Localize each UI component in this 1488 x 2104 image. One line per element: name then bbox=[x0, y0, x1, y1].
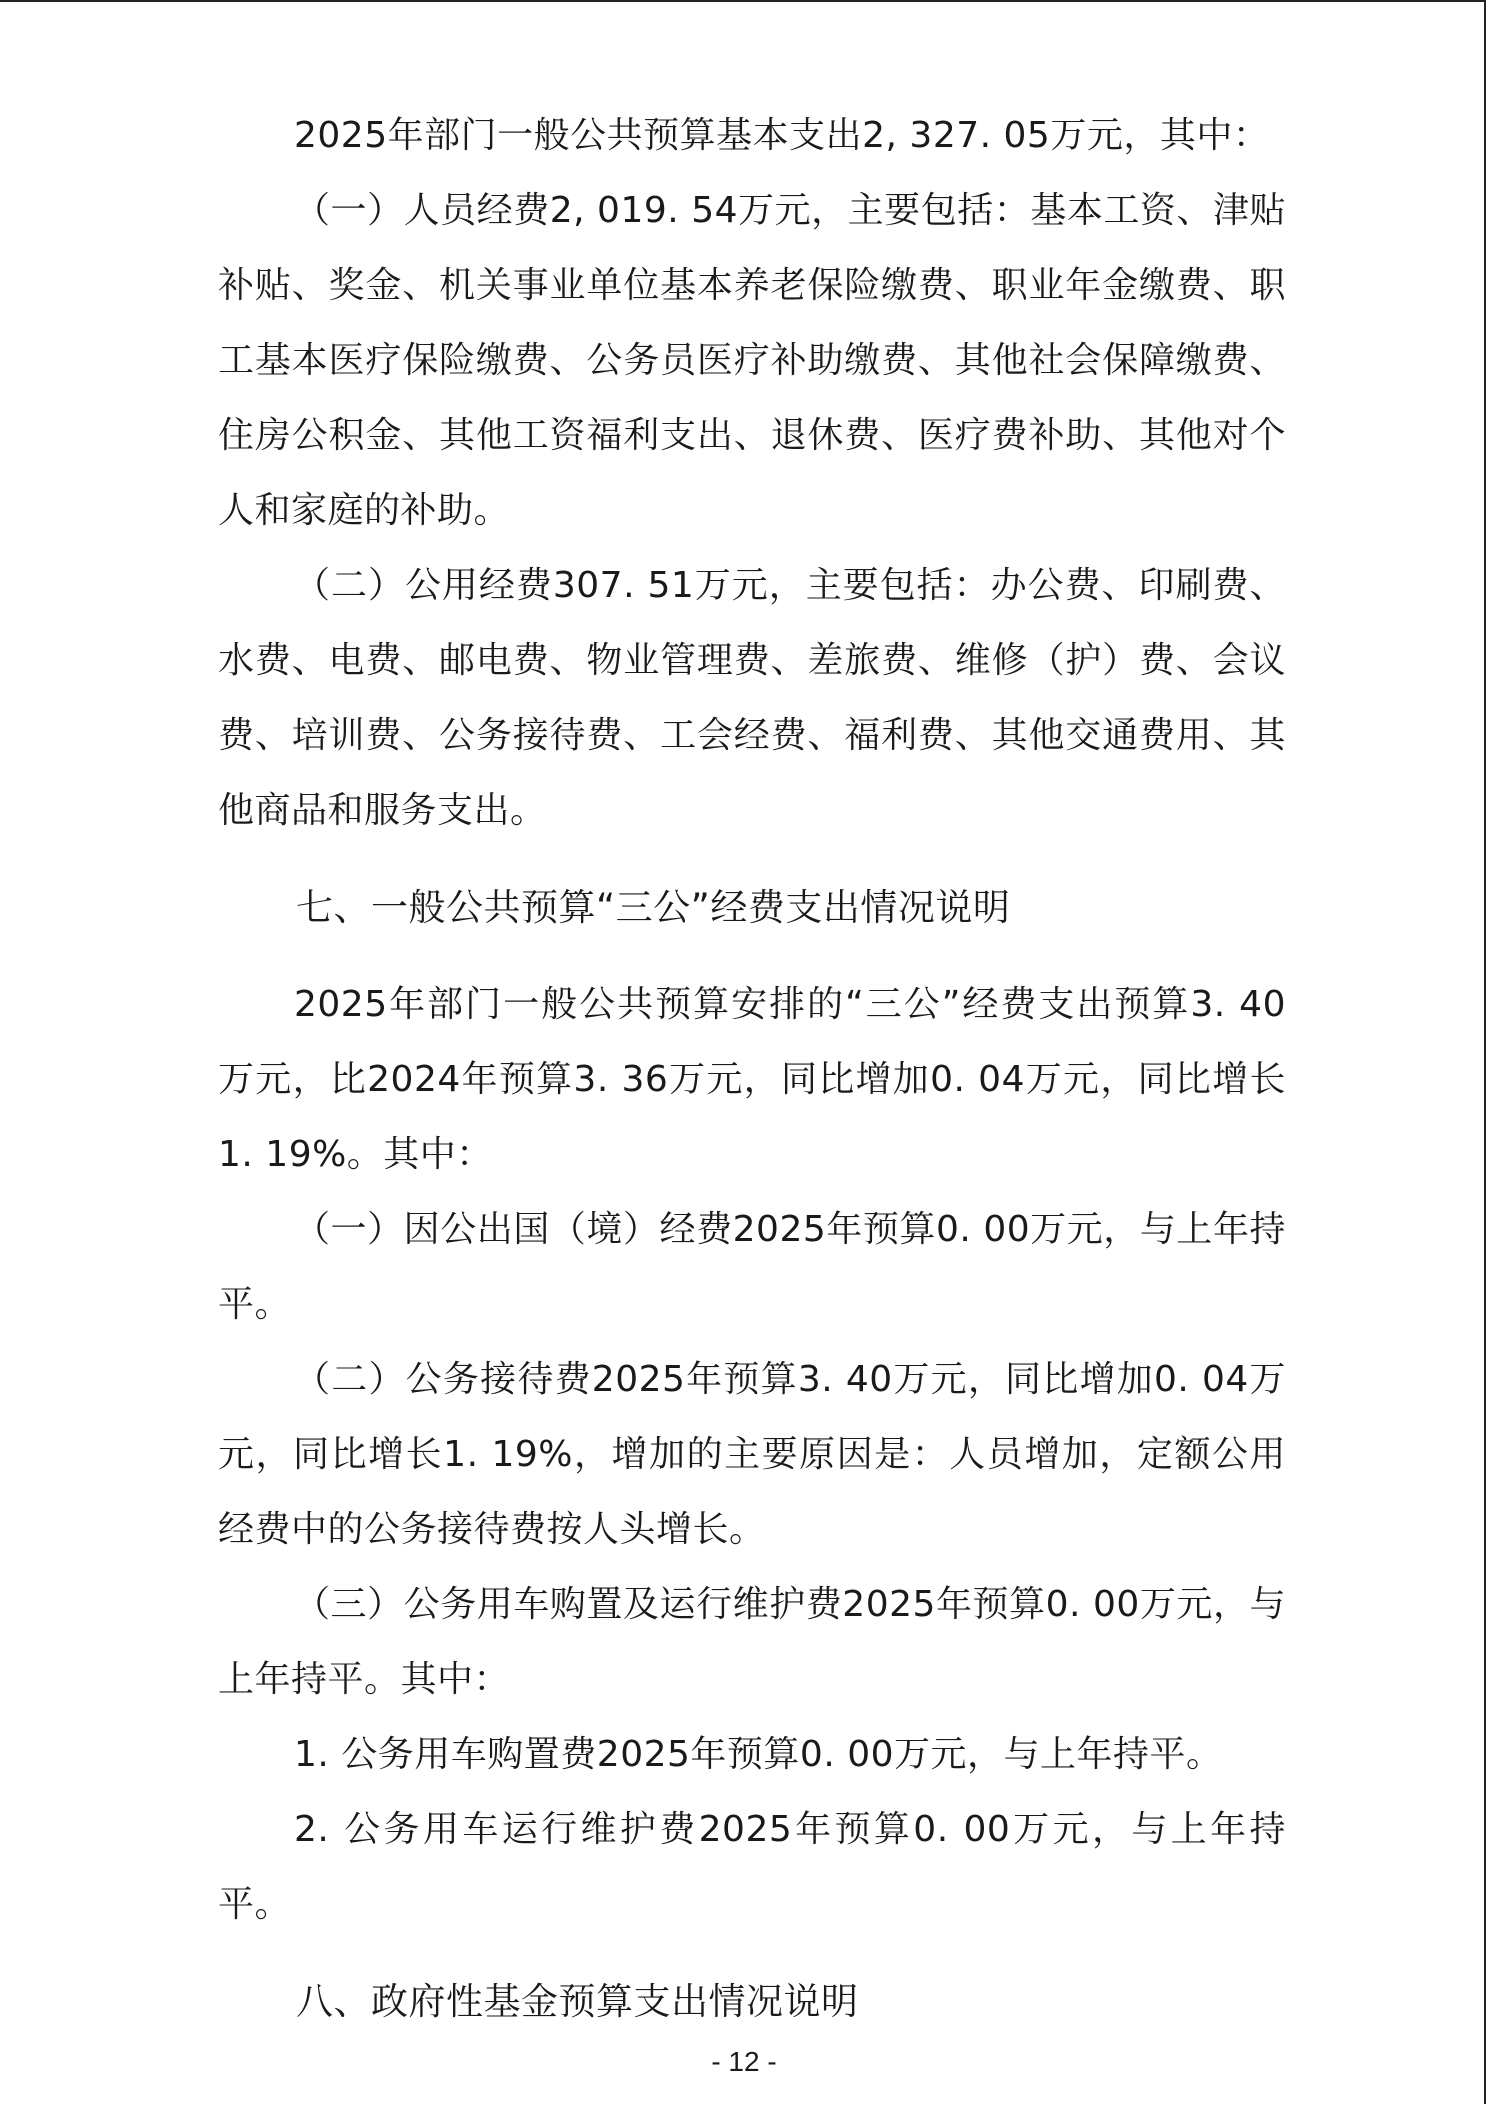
paragraph-public-expenses: （二）公用经费307. 51万元，主要包括：办公费、印刷费、水费、电费、邮电费、物业管理费、差旅费、维修（护）费、会议费、培训费、公务接待费、工会经费、福利费、其他交通费用、其他商品和服务支出。 bbox=[218, 565, 1286, 831]
spacer bbox=[218, 848, 1286, 870]
paragraph-official-vehicles: （三）公务用车购置及运行维护费2025年预算0. 00万元，与上年持平。其中： bbox=[218, 1584, 1286, 1700]
paragraph-vehicle-operation: 2. 公务用车运行维护费2025年预算0. 00万元，与上年持平。 bbox=[218, 1809, 1286, 1925]
paragraph-vehicle-purchase: 1. 公务用车购置费2025年预算0. 00万元，与上年持平。 bbox=[294, 1734, 1223, 1775]
paragraph-personnel-expenses: （一）人员经费2, 019. 54万元，主要包括：基本工资、津贴补贴、奖金、机关事业单位基本养老保险缴费、职业年金缴费、职工基本医疗保险缴费、公务员医疗补助缴费、其他社会保障缴费、住房公积金、其他工资福利支出、退休费、医疗费补助、其他对个人和家庭的补助。 bbox=[218, 190, 1286, 531]
page-number: - 12 - bbox=[711, 2046, 777, 2077]
paragraph-three-public-total: 2025年部门一般公共预算安排的“三公”经费支出预算3. 40万元，比2024年预算3. 36万元，同比增加0. 04万元，同比增长1. 19%。其中： bbox=[218, 984, 1286, 1175]
paragraph-official-reception: （二）公务接待费2025年预算3. 40万元，同比增加0. 04万元，同比增长1. 19%，增加的主要原因是：人员增加，定额公用经费中的公务接待费按人头增长。 bbox=[218, 1359, 1286, 1550]
spacer bbox=[218, 945, 1286, 967]
section-heading-8: 八、政府性基金预算支出情况说明 bbox=[296, 1980, 859, 2023]
document-body bbox=[218, 98, 1286, 2039]
paragraph-basic-expenditure: 2025年部门一般公共预算基本支出2, 327. 05万元，其中： bbox=[294, 115, 1270, 156]
paragraph-overseas-travel: （一）因公出国（境）经费2025年预算0. 00万元，与上年持平。 bbox=[218, 1209, 1286, 1325]
spacer bbox=[218, 1942, 1286, 1964]
section-heading-7: 七、一般公共预算“三公”经费支出情况说明 bbox=[296, 886, 1011, 929]
